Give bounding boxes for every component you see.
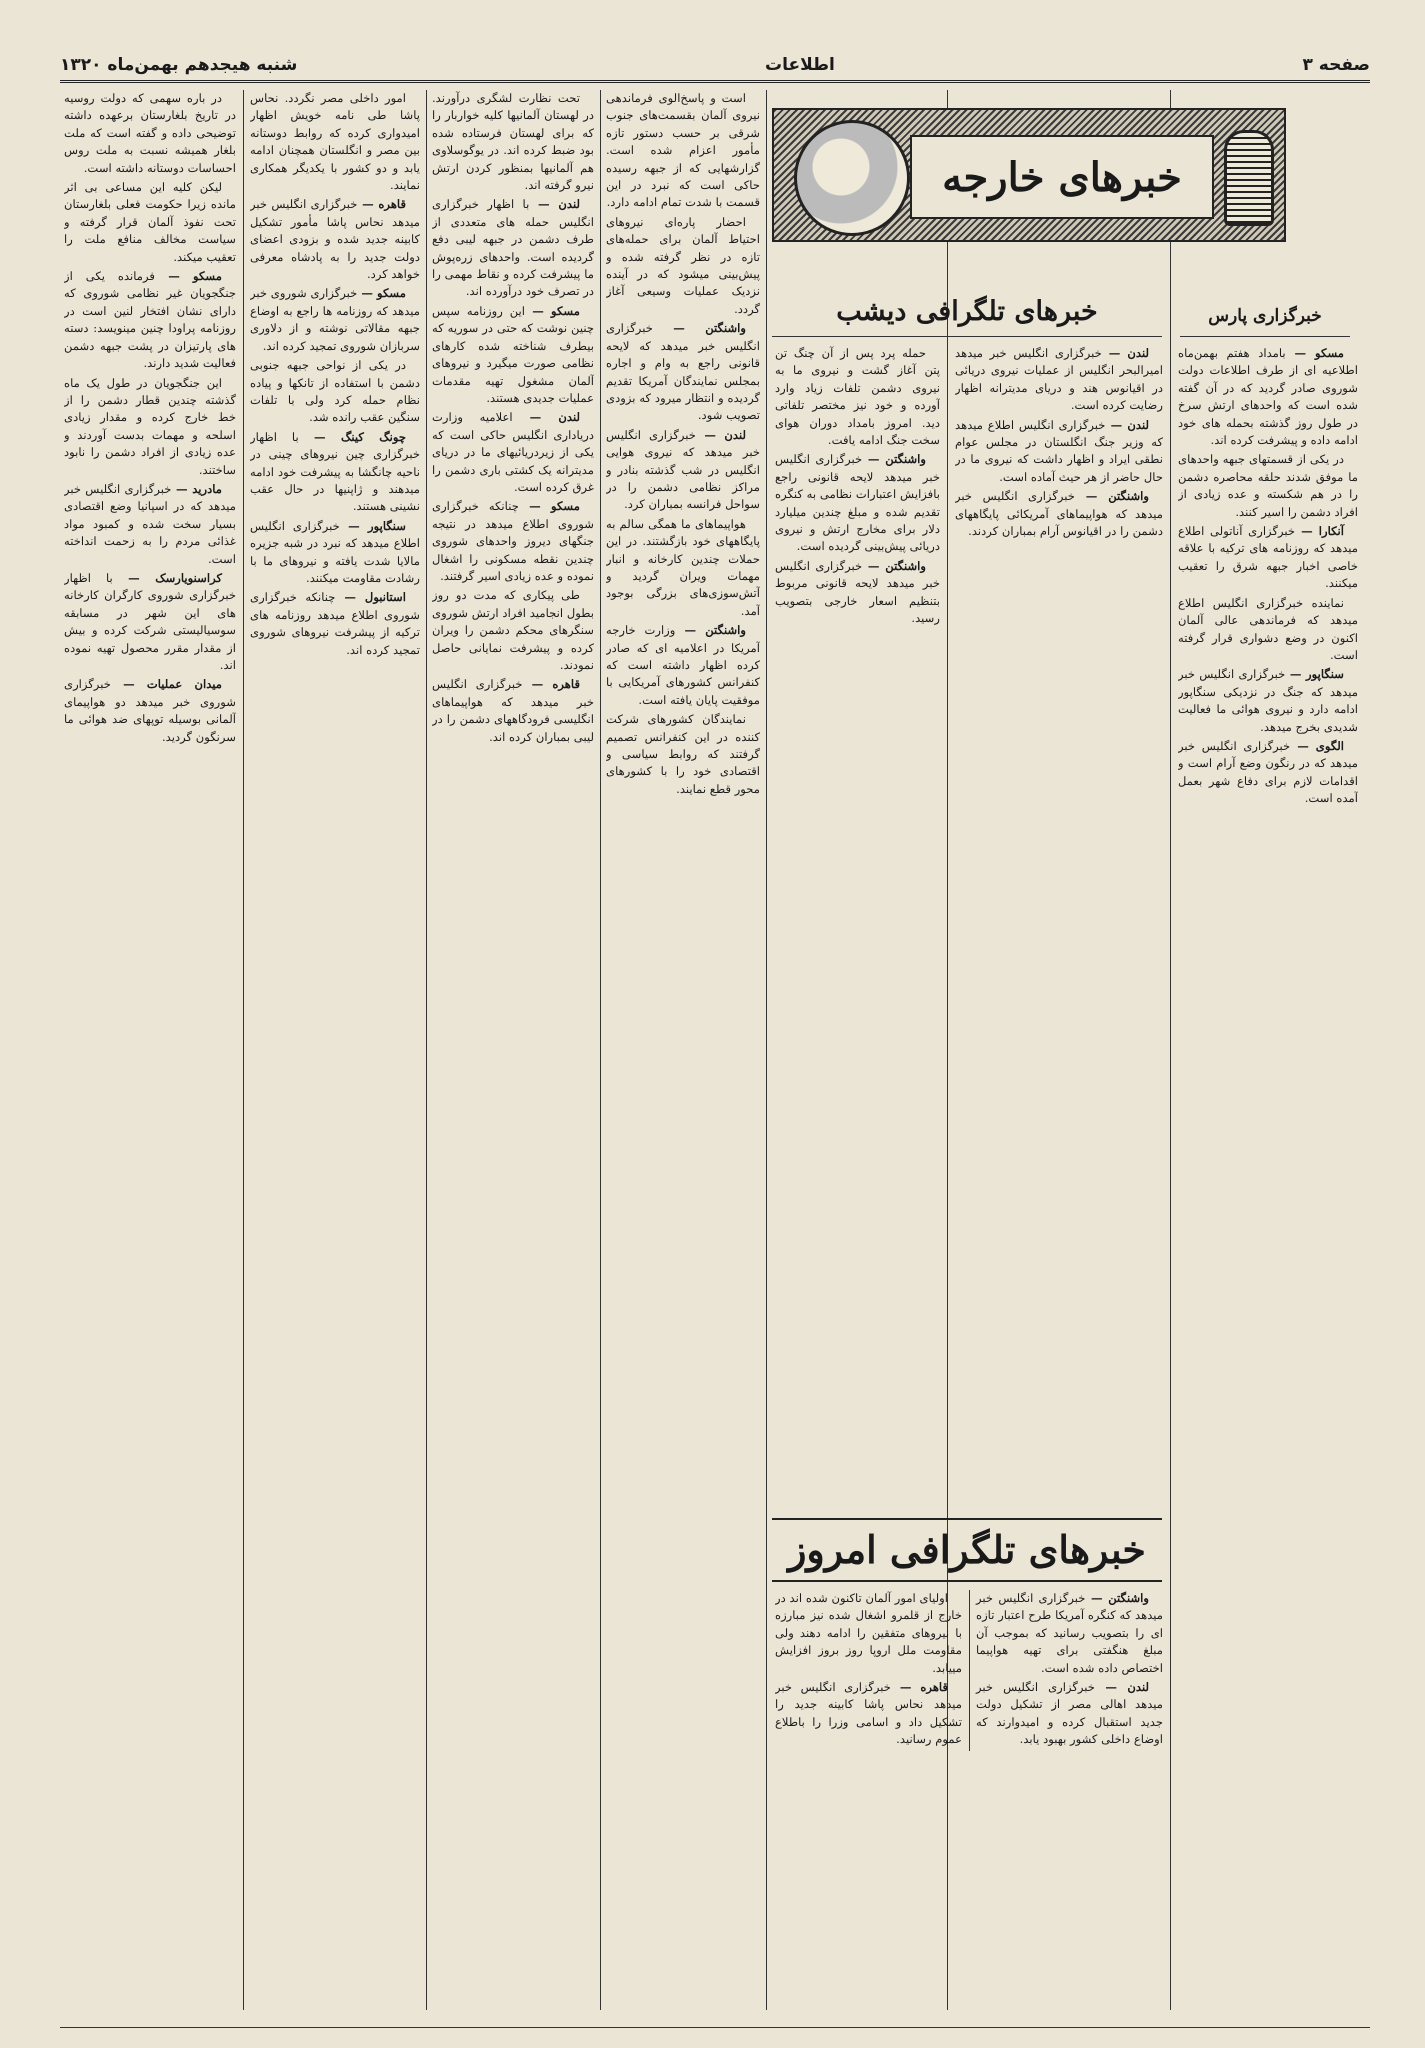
- globe-icon: [794, 120, 910, 236]
- paragraph-text: طی پیکاری که مدت دو روز بطول انجامید افراد ارتش شوروی سنگرهای محکم دشمن را ویران کرده و پیشرفت نمایانی حاصل نمودند.: [432, 588, 594, 672]
- paragraph-text: این روزنامه سپس چنین نوشت که حتی در سوریه که بیطرف شناخته شده کارهای نظامی صورت میگیرد و نیروهای آلمان مشغول تهیه مقدمات عملیات جدیدی هستند.: [432, 303, 594, 405]
- news-paragraph: [955, 417, 1163, 487]
- paragraph-text: در باره سهمی که دولت روسیه در تاریخ بلغارستان برعهده داشته توضیحی داده و گفته است که ملت بلغار همیشه نسبت به ملت روس احساسات دوستانه داشته است.: [64, 91, 236, 175]
- news-paragraph: [606, 622, 760, 709]
- dateline: الگوی —: [1290, 738, 1345, 753]
- news-paragraph: [976, 1679, 1163, 1749]
- paragraph-text: خبرگزاری انگلیس خبر میدهد که در اسپانیا وضع اقتصادی بسیار سخت شده و کمبود مواد غذائی مردم را به زحمت انداخته است.: [64, 481, 236, 566]
- foreign-news-banner: [772, 108, 1286, 242]
- paragraph-text: نمایندگان کشورهای شرکت کننده در این کنفرانس تصمیم گرفتند که روابط سیاسی و اقتصادی خود را با کشورهای محور قطع نمایند.: [606, 712, 760, 796]
- dateline: مادرید —: [171, 481, 223, 496]
- news-paragraph: [775, 558, 940, 628]
- news-paragraph: [1178, 451, 1358, 521]
- paragraph-text: خبرگزاری انگلیس خبر میدهد که لایحه قانونی راجع به وام و اجاره بمجلس نمایندگان آمریکا تقدیم گردیده و انتظار میرود که بزودی تصویب شود.: [606, 321, 760, 423]
- dateline: استانبول —: [335, 590, 406, 605]
- news-paragraph: [955, 488, 1163, 540]
- news-paragraph: [250, 518, 420, 588]
- news-paragraph: [64, 90, 236, 177]
- paragraph-text: خبرگزاری انگلیس خبر میدهد اهالی مصر از تشکیل دولت جدید استقبال کرده و امیدوارند که اوضاع داخلی کشور بهبود یابد.: [976, 1680, 1163, 1747]
- dateline: واشنگتن —: [862, 558, 926, 573]
- column-3: [432, 90, 594, 2010]
- paragraph-text: است و پاسخ‌الوی فرماندهی نیروی آلمان بقسمت‌های جنوب شرقی بر حسب دستور تازه مأمور اعزام شده است. گزارشهایی که از جبهه رسیده حاکی است که نبرد در این قسمت با شدت تمام ادامه دارد.: [606, 91, 760, 210]
- dateline: مسکو —: [357, 286, 406, 301]
- column-7: [1178, 345, 1358, 2010]
- news-paragraph: [64, 570, 236, 674]
- dateline: چونگ کینگ —: [298, 429, 406, 444]
- news-paragraph: [606, 427, 760, 514]
- dateline: لندن —: [695, 427, 746, 442]
- paragraph-text: خبرگزاری انگلیس خبر میدهد که هواپیماهای آمریکائی پایگاههای دشمن را در اقیانوس آرام بمباران کردند.: [955, 489, 1163, 539]
- paragraph-text: خبرگزاری شوروی خبر میدهد دو هواپیمای آلمانی بوسیله توپهای ضد هوائی ما سرنگون گردید.: [64, 677, 236, 744]
- paragraph-text: خبرگزاری انگلیس خبر میدهد که در رنگون وضع آرام است و اقدامات لازم برای دفاع شهر بعمل آمده است.: [1178, 738, 1358, 806]
- news-paragraph: [775, 345, 940, 449]
- headline-today: خبرهای تلگرافی امروز: [772, 1518, 1162, 1582]
- dateline: واشنگتن —: [652, 321, 746, 336]
- column-rule: [766, 90, 767, 2010]
- news-paragraph: [606, 90, 760, 212]
- today-column: [775, 1590, 1163, 2010]
- column-6b: [955, 345, 1163, 1505]
- microphone-icon: [1224, 130, 1274, 226]
- banner-title-box: [910, 135, 1214, 219]
- dateline: مسکو —: [518, 499, 580, 514]
- news-paragraph: [955, 345, 1163, 415]
- news-paragraph: [250, 285, 420, 355]
- news-paragraph: [64, 268, 236, 372]
- paragraph-text: امور داخلی مصر نگردد. نحاس پاشا طی نامه خویش اظهار امیدواری کرده که روابط دوستانه بین مصر و انگلستان همچنان ادامه یابد و دو کشور با یکدیگر همکاری نمایند.: [250, 91, 420, 193]
- paragraph-text: خبرگزاری آناتولی اطلاع میدهد که روزنامه های ترکیه با علاقه خاصی اخبار جبهه شرق را تعقیب میکنند.: [1178, 524, 1358, 591]
- paragraph-text: بامداد هفتم بهمن‌ماه اطلاعیه ای از طرف اطلاعات دولت شوروی صادر گردید که در آن گفته شده است که واحدهای ارتش سرخ در طول روز گذشته بحمله های خود ادامه داده و پیشرفت کرده اند.: [1178, 346, 1358, 448]
- news-paragraph: [606, 711, 760, 798]
- news-paragraph: [250, 429, 420, 516]
- dateline: لندن —: [1101, 346, 1149, 360]
- masthead: [60, 50, 1370, 83]
- news-paragraph: [432, 498, 594, 585]
- paragraph-text: خبرگزاری انگلیس خبر میدهد نحاس پاشا مأمور تشکیل کابینه جدید شده و بزودی اعضای دولت جدید را به پادشاه معرفی خواهد کرد.: [250, 197, 420, 282]
- dateline: قاهره —: [357, 197, 407, 212]
- paragraph-text: خبرگزاری شوروی خبر میدهد که روزنامه ها راجع به اوضاع جبهه مقالاتی نوشته و از دلاوری سربازان شوروی تمجید کرده اند.: [250, 286, 420, 353]
- news-paragraph: [775, 1590, 962, 1677]
- paragraph-text: حمله پرد پس از آن چنگ تن پتن آغاز گشت و نیروی ما به نیروی دشمن تلفات زیاد وارد آورده و خود نیز مختصر تلفاتی دید. امروز بامداد دوران هوای سخت جنگ ادامه یافت.: [775, 346, 940, 448]
- dateline: کراسنویارسک —: [112, 570, 222, 585]
- dateline: لندن —: [529, 197, 580, 212]
- column-rule: [243, 90, 244, 2010]
- dateline: مسکو —: [525, 303, 580, 318]
- dateline: واشنگتن —: [1085, 1591, 1149, 1605]
- dateline: قاهره —: [522, 677, 580, 692]
- news-paragraph: [606, 320, 760, 424]
- dateline: سنگاپور —: [339, 518, 406, 533]
- dateline: لندن —: [1094, 1680, 1149, 1695]
- dateline: واشنگتن —: [675, 623, 746, 638]
- paragraph-text: احضار پاره‌ای نیروهای احتیاط آلمان برای حمله‌های تازه در نظر گرفته شده و پیش‌بینی میشود که در آینده نزدیک عملیات وسیعی آغاز گردد.: [606, 214, 760, 316]
- paragraph-text: با اظهار خبرگزاری چین نیروهای چینی در ناحیه چانگشا به پیشرفت خود ادامه میدهند و ژاپنیها در حال عقب نشینی هستند.: [250, 429, 420, 514]
- column-4: [250, 90, 420, 2010]
- paragraph-text: تحت نظارت لشگری درآورند. در لهستان آلمانیها کلیه خواربار را که برای لهستان فرستاده شده بود ضبط کرده اند. در یوگوسلاوی هم آلمانیها بمنظور کردن ارتش نیرو گرفته اند.: [432, 91, 594, 193]
- paragraph-text: در یکی از نواحی جبهه جنوبی دشمن با استفاده از تانکها و پیاده نظام حمله کرد ولی با تلفات سنگین عقب رانده شد.: [250, 358, 420, 425]
- news-paragraph: [1178, 666, 1358, 736]
- news-paragraph: [432, 90, 594, 194]
- paragraph-text: خبرگزاری انگلیس خبر میدهد که کنگره آمریکا طرح اعتبار تازه ای را بتصویب رسانید که بموجب آن مبلغ هنگفتی برای تهیه هواپیما اختصاص داده شده است.: [976, 1591, 1163, 1675]
- news-paragraph: [250, 357, 420, 427]
- news-paragraph: [250, 90, 420, 194]
- column-2: [606, 90, 760, 2010]
- dateline: واشنگتن —: [862, 452, 926, 467]
- news-paragraph: [432, 676, 594, 746]
- column-5: [64, 90, 236, 2010]
- banner-title: خبرهای خارجه: [942, 153, 1182, 201]
- column-6: [775, 345, 940, 1505]
- column-rule: [1170, 90, 1171, 2010]
- dateline: آنکارا —: [1295, 524, 1345, 539]
- paragraph-text: خبرگزاری انگلیس خبر میدهد که نیروی هوایی انگلیس در شب گذشته بنادر و مراکز نظامی دشمن را در سواحل فرانسه بمباران کرد.: [606, 427, 760, 512]
- paragraph-text: خبرگزاری انگلیس خبر میدهد که جنگ در نزدیکی سنگاپور ادامه دارد و نیروی هوائی ما فعالیت شدیدی بخرج میدهد.: [1178, 667, 1358, 734]
- paragraph-text: نماینده خبرگزاری انگلیس اطلاع میدهد که فرماندهی عالی آلمان اکنون در وضع دشواری قرار گرفته است.: [1178, 595, 1358, 662]
- column-rule: [600, 90, 601, 2010]
- news-paragraph: [432, 196, 594, 300]
- paragraph-text: فرمانده یکی از جنگجویان غیر نظامی شوروی که دارای نشان افتخار لنین است در روزنامه پراودا چنین مینویسد: دسته های پارتیزان در پشت جبهه دشمن فعالیت شدید دارند.: [64, 269, 236, 371]
- news-paragraph: [432, 587, 594, 674]
- paragraph-text: در یکی از قسمتهای جبهه واحدهای ما موفق شدند حلقه محاصره دشمن را در هم شکسته و عده زیادی از افراد دشمن را اسیر کنند.: [1178, 452, 1358, 519]
- dateline: قاهره —: [890, 1680, 949, 1695]
- page-number: صفحه ۳: [1302, 55, 1370, 75]
- paragraph-text: با اظهار خبرگزاری شوروی کارگران کارخانه های این شهر در مسابقه سوسیالیستی شرکت کرده و بیش از مقدار مقرر محصول تهیه نموده اند.: [64, 570, 236, 672]
- news-paragraph: [64, 375, 236, 479]
- dateline: لندن —: [1105, 417, 1149, 432]
- paragraph-text: چنانکه خبرگزاری شوروی اطلاع میدهد در نتیجه جنگهای دیروز واحدهای شوروی چندین نقطه مسکونی را اشغال نموده و عده زیادی اسیر گرفتند.: [432, 499, 594, 583]
- paragraph-text: خبرگزاری انگلیس اطلاع میدهد که وزیر جنگ انگلستان در مجلس عوام نطقی ایراد و اظهار داشت که نیروی ما در حال حاضر از هر حیث آماده است.: [955, 417, 1163, 484]
- news-paragraph: [606, 214, 760, 318]
- news-paragraph: [976, 1590, 1163, 1677]
- news-paragraph: [1178, 738, 1358, 808]
- news-paragraph: [432, 409, 594, 496]
- news-paragraph: [250, 589, 420, 659]
- news-paragraph: [64, 676, 236, 746]
- news-paragraph: [64, 179, 236, 266]
- news-paragraph: [1178, 523, 1358, 593]
- dateline: واشنگتن —: [1074, 489, 1149, 504]
- headline-last-night: خبرهای تلگرافی دیشب: [772, 296, 1162, 337]
- paragraph-text: لیکن کلیه این مساعی بی اثر مانده زیرا حکومت فعلی بلغارستان تحت نفوذ آلمان قرار گرفته و سیاست مخالف منافع ملت را تعقیب میکند.: [64, 180, 236, 264]
- paragraph-text: چنانکه خبرگزاری شوروی اطلاع میدهد روزنامه های ترکیه از پیشرفت نیروهای شوروی تمجید کرده اند.: [250, 590, 420, 657]
- news-paragraph: [250, 196, 420, 283]
- issue-date: شنبه هیجدهم بهمن‌ماه ۱۳۲۰: [60, 55, 298, 75]
- paragraph-text: خبرگزاری انگلیس خبر میدهد نحاس پاشا کابینه جدید را تشکیل داد و اسامی وزرا را باطلاع عموم رسانید.: [775, 1680, 962, 1747]
- news-paragraph: [432, 303, 594, 407]
- paragraph-text: اولیای امور آلمان تاکنون شده اند در خارج از قلمرو اشغال شده نیز مبارزه با نیروهای متفقین را ادامه دهند ولی مقاومت ملل اروپا روز بروز افزایش مییابد.: [775, 1591, 962, 1675]
- dateline: سنگاپور —: [1285, 667, 1344, 682]
- news-paragraph: [606, 516, 760, 620]
- news-paragraph: [775, 1679, 962, 1749]
- paragraph-text: خبرگزاری انگلیس خبر میدهد لایحه قانونی راجع بافزایش اعتبارات نظامی به کنگره تقدیم شده و مبلغ چندین میلیارد دلار برای مخارج ارتش و نیروی دریائی پیش‌بینی گردیده است.: [775, 452, 940, 554]
- paragraph-text: خبرگزاری انگلیس خبر میدهد امیرالبحر انگلیس از عملیات نیروی دریائی در اقیانوس هند و دریای مدیترانه اظهار رضایت کرده است.: [955, 346, 1163, 413]
- paragraph-text: خبرگزاری انگلیس اطلاع میدهد که نبرد در شبه جزیره مالایا شدت یافته و نیروهای ما با رشادت مقاومت میکنند.: [250, 518, 420, 585]
- dateline: مسکو —: [154, 269, 222, 284]
- footer-rule: [60, 2027, 1370, 2028]
- headline-pars-agency: خبرگزاری پارس: [1180, 296, 1350, 337]
- paragraph-text: خبرگزاری انگلیس خبر میدهد لایحه قانونی مربوط بتنظیم اسعار خارجی بتصویب رسید.: [775, 558, 940, 626]
- paragraph-text: این جنگجویان در طول یک ماه گذشته چندین قطار دشمن را از خط خارج کرده و مقدار زیادی اسلحه و مهمات بدست آوردند و عده زیادی از افراد دشمن را نابود ساختند.: [64, 375, 236, 477]
- news-paragraph: [1178, 595, 1358, 665]
- dateline: میدان عملیات —: [110, 677, 222, 692]
- paragraph-text: اعلامیه وزارت دریاداری انگلیس حاکی است که یکی از زیردریائیهای ما در دریای مدیترانه یک کشتی باری دشمن را غرق کرده است.: [432, 410, 594, 494]
- paragraph-text: با اظهار خبرگزاری انگلیس حمله های متعددی از طرف دشمن در جبهه لیبی دفع گردیده است. واحدهای زره‌پوش ما پیشرفت کرده و نقاط مهمی را در تصرف خود درآورده اند.: [432, 197, 594, 299]
- column-rule: [426, 90, 427, 2010]
- news-paragraph: [1178, 345, 1358, 449]
- paper-name: اطلاعات: [764, 55, 835, 75]
- dateline: مسکو —: [1285, 346, 1344, 360]
- dateline: لندن —: [512, 410, 580, 425]
- news-paragraph: [775, 451, 940, 555]
- paragraph-text: هواپیماهای ما همگی سالم به پایگاههای خود بازگشتند. در این حملات چندین کارخانه و انبار مهمات ویران گردید و آتش‌سوزی‌های بزرگی بوجود آمد.: [606, 516, 760, 618]
- news-paragraph: [64, 481, 236, 568]
- paragraph-text: وزارت خارجه آمریکا در اعلامیه ای که صادر کرده اظهار داشته است که کنفرانس کشورهای آمریکایی با موفقیت پایان یافته است.: [606, 623, 760, 707]
- paragraph-text: خبرگزاری انگلیس خبر میدهد که هواپیماهای انگلیسی فرودگاههای دشمن را در لیبی بمباران کرده اند.: [432, 677, 594, 744]
